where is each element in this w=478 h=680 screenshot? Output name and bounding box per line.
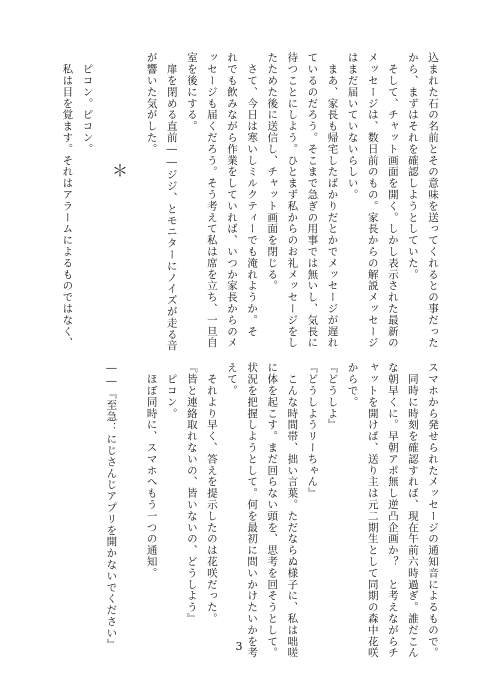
lower-text-line: 『皆と連絡取れないの、皆いないの、どうしよう』	[185, 362, 198, 625]
upper-text-line: 扉を閉める直前――ジジ、とモニターにノイズが走る音	[165, 52, 178, 352]
lower-text-line: ほぼ同時に、スマホへもう一つの通知。	[145, 362, 158, 579]
upper-text-line: そして、チャット画面を開く。しかし表示された最新の	[386, 52, 399, 349]
upper-text-line: メッセージは、数日前のもの。家長からの解説メッセージ	[366, 52, 379, 349]
upper-text-line: れでも飲みながら作業をしていれば、いつか家長からのメ	[226, 52, 238, 349]
upper-text-line: ているのだろう。そこまで急ぎの用事では無いし、気長に	[306, 52, 319, 349]
lower-text-line: な朝早くに。早朝アポ無し逆凸企画か？ と考えながらチ	[386, 362, 399, 659]
lower-text-line: からで。	[346, 362, 359, 408]
lower-text-line: 『どうしようリーちゃん』	[306, 362, 319, 499]
upper-text-line: はまだ届いていないらしい。	[346, 52, 359, 201]
upper-text-line: まあ、家長も帰宅したばかりだとかでメッセージが遅れ	[326, 52, 339, 349]
upper-text-line: から、まずはそれを確認しようとしていた。	[406, 52, 419, 280]
lower-text-line: 同時に時刻を確認すれば、現在午前六時過ぎ。誰だこん	[406, 362, 419, 659]
upper-text-after-break-line: 私は目を覚ます。それはアラームによるものではなく、	[61, 52, 74, 349]
lower-text-line: ピコン。	[165, 362, 178, 419]
lower-text-line: それより早く、答えを提示したのは花咲だった。	[205, 362, 218, 625]
upper-text-line: 室を後にする。	[185, 52, 198, 132]
upper-text-line: さて、今日は寒いしミルクティーでも淹れようか。そ	[246, 52, 259, 337]
lower-text-line: 状況を把握しようとして。何を最初に問いかけたいかを考	[246, 362, 259, 659]
scene-break-asterisk: ＊	[112, 161, 129, 180]
upper-text-line: 待つことにしよう。ひとまず私からのお礼メッセージをし	[286, 52, 299, 349]
lower-text-line: ――『至急：にじさんじアプリを開かないでください』	[105, 362, 118, 650]
upper-text-after-break-line: ピコン。ピコン。	[81, 52, 94, 155]
lower-text-line: スマホから発せられたメッセージの通知音によるもので。	[427, 362, 439, 659]
lower-text-line: ャットを開けば、送り主は元二期生として同期の森中花咲	[366, 362, 379, 659]
upper-text-line: 込まれた石の名前とその意味を送ってくれるとの事だった	[427, 52, 439, 349]
page-number: 3	[235, 640, 243, 653]
upper-text-line: が響いた気がした。	[145, 52, 158, 155]
lower-text-line: こんな時間帯、拙い言葉。ただならぬ様子に、私は咄嗟	[286, 362, 299, 659]
upper-text-line: ッセージも届くだろう。そう考えて私は席を立ち、一旦自	[205, 52, 218, 349]
lower-text-line: に体を起こす。まだ回らない頭を、思考を回そうとして。	[266, 362, 279, 659]
lower-text-line: 『どうしよ』	[326, 362, 339, 431]
lower-text-line: えて。	[226, 362, 238, 397]
upper-text-line: たためた後に送信し、チャット画面を閉じる。	[266, 52, 279, 292]
